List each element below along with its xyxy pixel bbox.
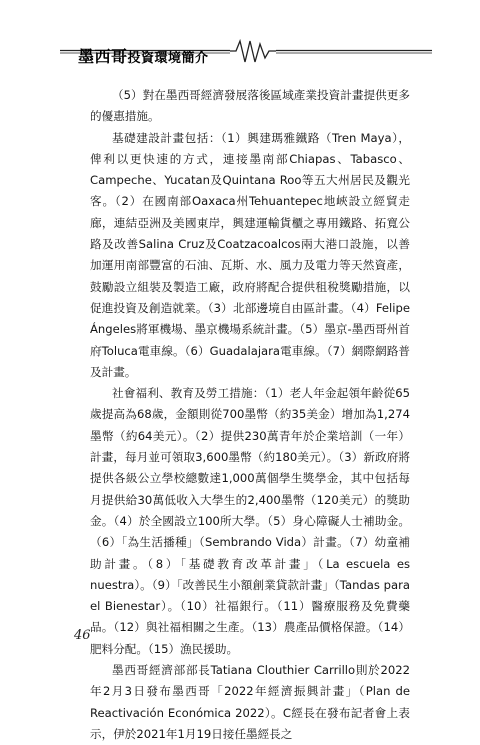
paragraph: 墨西哥經濟部部長Tatiana Clouthier Carrillo則於2022年2月3日發布墨西哥「2022年經濟振興計畫」（Plan de Reactivación Económica 2022）。C經長在發布記者會上表示，伊於2021年1月19日接任墨經長之 [90,663,410,741]
paragraph: 社會福利、教育及勞工措施：（1）老人年金起領年齡從65歲提高為68歲，金額則從700墨幣（約35美金）增加為1,274墨幣（約64美元）。（2）提供230萬青年於企業培訓（一年）計畫，每月並可領取3,600墨幣（約180美元）。（3）新政府將提供各級公立學校總數達1,000萬個學生獎學金，其中包括每月提供給30萬低收入大學生的2,400墨幣（120美元）的獎助金。（4）於全國設立100所大學。（5）身心障礙人士補助金。（6）「為生活播種」（Sembrando Vida）計畫。（7）幼童補助計畫。（8）「基礎教育改革計畫」（La escuela es nuestra）。（9）「改善民生小額創業貸款計畫」（Tandas para el Bienestar）。（10）社福銀行。（11）醫療服務及免費藥品。（12）與社福相關之生產。（13）農產品價格保證。（14）肥料分配。（15）漁民援助。 [90,386,410,656]
body-text [90,85,410,745]
paragraph: （5）對在墨西哥經濟發展落後區域產業投資計畫提供更多的優惠措施。 [90,88,410,124]
paragraph: 基礎建設計畫包括：（1）興建瑪雅鐵路（Tren Maya），俾利以更快速的方式，連接墨南部Chiapas、Tabasco、Campeche、Yucatan及Quintana Roo等五大州居民及觀光客。（2）在國南部Oaxaca州Tehuantepec地峽設立經貿走廊，連結亞洲及美國東岸，興建運輸貨櫃之專用鐵路、拓寬公路及改善Salina Cruz及Coatzacoalcos兩大港口設施，以善加運用南部豐富的石油、瓦斯、水、風力及電力等天然資產，鼓勵設立組裝及製造工廠，政府將配合提供租稅獎勵措施，以促進投資及創造就業。（3）北部邊境自由區計畫。（4）Felipe Ángeles將軍機場、墨京機場系統計畫。（5）墨京-墨西哥州首府Toluca電車線。（6）Guadalajara電車線。（7）網際網路普及計畫。 [90,130,410,379]
header-title-sub: 投資環境簡介 [127,51,209,66]
page-number: 46 [74,628,91,643]
header-title-main: 墨西哥 [78,47,128,66]
page-header [0,36,480,66]
header-title [78,44,209,67]
header-rule-heartbeat-icon [0,36,480,66]
